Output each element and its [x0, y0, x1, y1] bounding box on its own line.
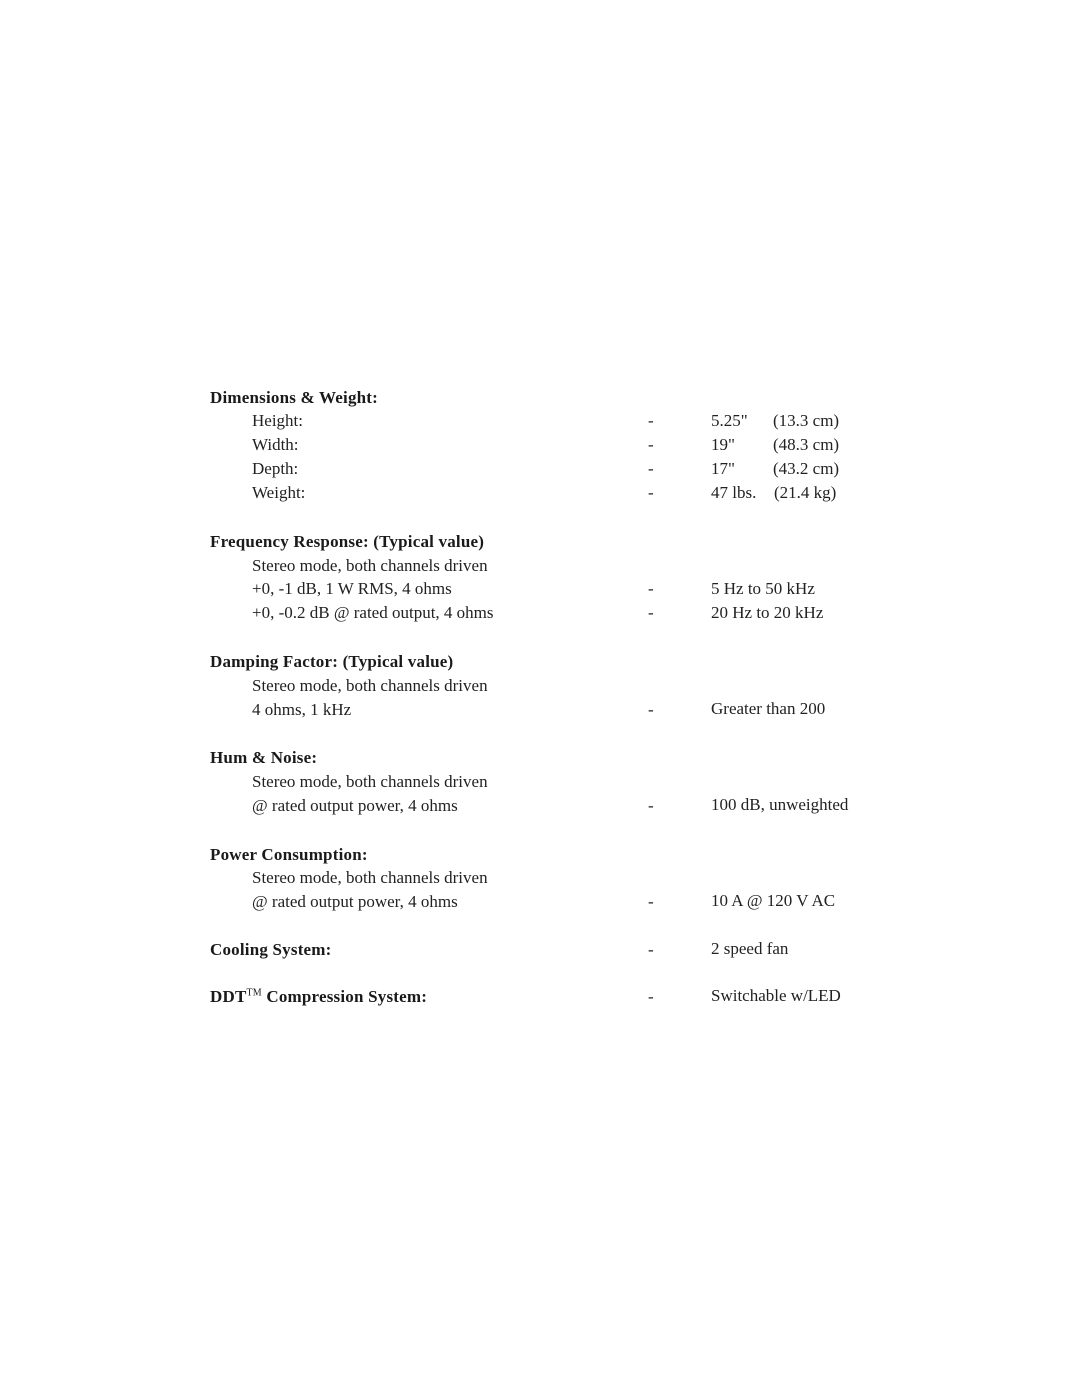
hum-heading: Hum & Noise: — [210, 748, 318, 767]
ddt-dash: - — [648, 987, 654, 1006]
depth-metric: (43.2 cm) — [773, 459, 840, 478]
damping-row-dash: - — [648, 700, 654, 719]
depth-dash: - — [648, 459, 654, 478]
damping-row-label: 4 ohms, 1 kHz — [252, 700, 352, 719]
depth-value — [711, 459, 840, 479]
height-value — [711, 411, 840, 431]
power-heading: Power Consumption: — [210, 845, 368, 864]
damping-condition: Stereo mode, both channels driven — [252, 676, 488, 695]
width-label: Width: — [252, 435, 299, 454]
frequency-row-1-value: 5 Hz to 50 kHz — [711, 579, 815, 598]
frequency-row-1-dash: - — [648, 579, 654, 598]
power-row-label: @ rated output power, 4 ohms — [252, 892, 458, 911]
hum-row-value: 100 dB, unweighted — [711, 795, 849, 814]
hum-row-dash: - — [648, 796, 654, 815]
height-label: Height: — [252, 411, 303, 430]
width-value — [711, 435, 840, 455]
frequency-row-2-value: 20 Hz to 20 kHz — [711, 603, 824, 622]
frequency-row-2-dash: - — [648, 603, 654, 622]
ddt-heading — [210, 987, 427, 1007]
hum-row-label: @ rated output power, 4 ohms — [252, 796, 458, 815]
height-imperial: 5.25" — [711, 411, 748, 430]
height-metric: (13.3 cm) — [773, 411, 840, 430]
power-condition: Stereo mode, both channels driven — [252, 868, 488, 887]
power-row-dash: - — [648, 892, 654, 911]
weight-metric: (21.4 kg) — [774, 483, 837, 502]
ddt-value: Switchable w/LED — [711, 986, 841, 1005]
weight-imperial: 47 lbs. — [711, 483, 757, 502]
width-metric: (48.3 cm) — [773, 435, 840, 454]
width-dash: - — [648, 435, 654, 454]
depth-imperial: 17" — [711, 459, 735, 478]
frequency-condition: Stereo mode, both channels driven — [252, 556, 488, 575]
frequency-row-2-label: +0, -0.2 dB @ rated output, 4 ohms — [252, 603, 494, 622]
depth-label: Depth: — [252, 459, 299, 478]
damping-row-value: Greater than 200 — [711, 699, 826, 718]
width-imperial: 19" — [711, 435, 735, 454]
weight-label: Weight: — [252, 483, 306, 502]
ddt-heading-pre: DDT — [210, 987, 247, 1006]
dimensions-heading: Dimensions & Weight: — [210, 388, 379, 407]
damping-heading: Damping Factor: (Typical value) — [210, 652, 454, 671]
power-row-value: 10 A @ 120 V AC — [711, 891, 836, 910]
trademark-mark: TM — [246, 987, 262, 999]
cooling-heading: Cooling System: — [210, 940, 332, 959]
weight-dash: - — [648, 483, 654, 502]
ddt-heading-post: Compression System: — [261, 987, 428, 1006]
cooling-value: 2 speed fan — [711, 939, 789, 958]
frequency-row-1-label: +0, -1 dB, 1 W RMS, 4 ohms — [252, 579, 452, 598]
height-dash: - — [648, 411, 654, 430]
cooling-dash: - — [648, 940, 654, 959]
frequency-heading: Frequency Response: (Typical value) — [210, 532, 485, 551]
weight-value — [711, 483, 837, 503]
hum-condition: Stereo mode, both channels driven — [252, 772, 488, 791]
